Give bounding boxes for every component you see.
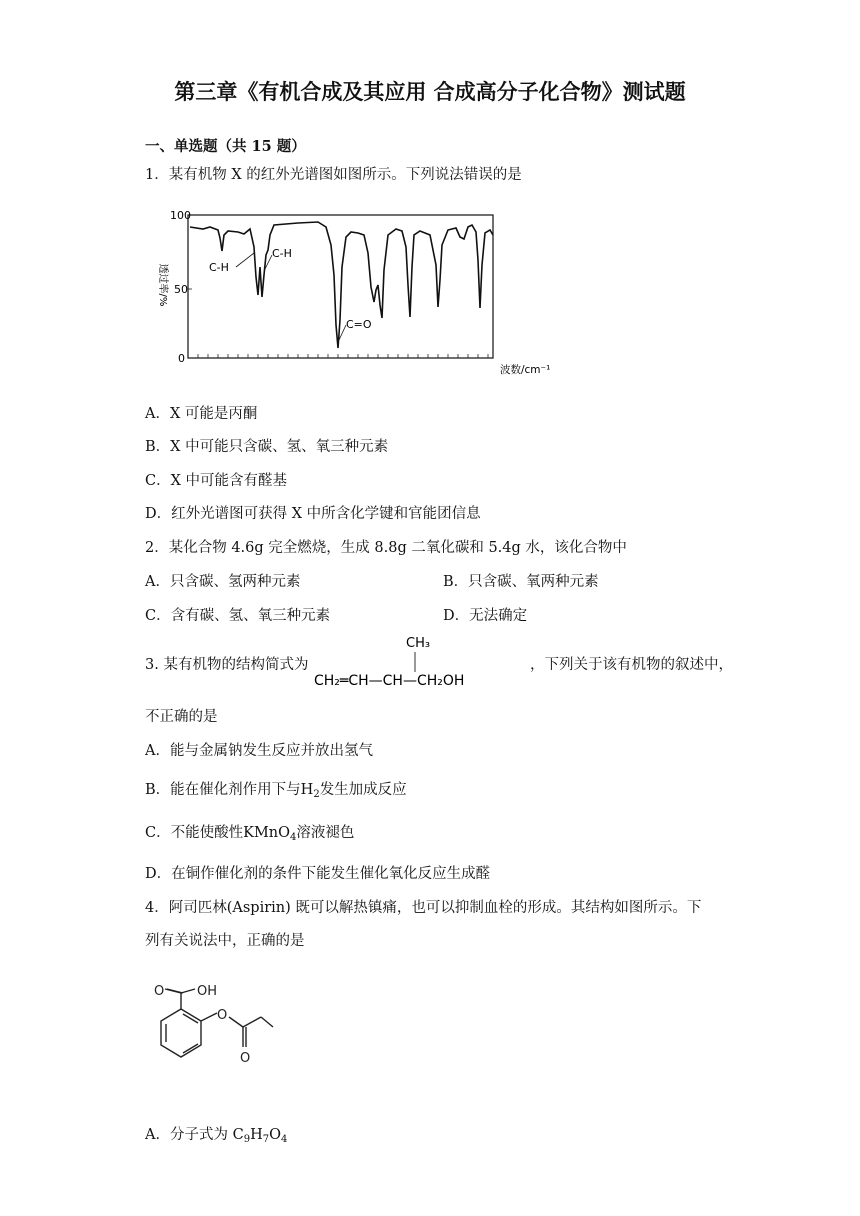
y-tick-100: 100 bbox=[170, 209, 191, 222]
q3-option-b-text: B．能在催化剂作用下与 bbox=[145, 782, 301, 798]
q2-option-d: D．无法确定 bbox=[443, 608, 528, 624]
section-heading: 一、单选题（共 15 题） bbox=[145, 138, 306, 155]
hydrogen-symbol: H bbox=[300, 782, 314, 798]
q3-option-b bbox=[145, 778, 407, 800]
page-title: 第三章《有机合成及其应用 合成高分子化合物》测试题 bbox=[174, 80, 686, 104]
y-tick-0: 0 bbox=[178, 352, 185, 365]
hydroxyl-label: OH bbox=[197, 984, 218, 999]
benzene-ring bbox=[161, 1009, 201, 1057]
question-3-stem-end: ，下列关于该有机物的叙述中， bbox=[530, 657, 733, 673]
q2-option-c: C．含有碳、氢、氧三种元素 bbox=[145, 608, 331, 624]
hydrogen-subscript: 7 bbox=[262, 1134, 270, 1145]
q4-option-a-text: A．分子式为 C bbox=[145, 1127, 244, 1143]
q2-option-b: B．只含碳、氧两种元素 bbox=[443, 574, 599, 590]
question-2-stem: 2．某化合物 4.6g 完全燃烧，生成 8.8g 二氧化碳和 5.4g 水，该化合物中 bbox=[145, 540, 627, 556]
q1-option-b: B．X 中可能只含碳、氢、氧三种元素 bbox=[145, 439, 389, 455]
q3-option-c bbox=[145, 821, 354, 843]
y-tick-50: 50 bbox=[174, 283, 188, 296]
q3-option-d: D．在铜作催化剂的条件下能发生催化氧化反应生成醛 bbox=[145, 866, 491, 882]
question-3-stem-continued: 不正确的是 bbox=[145, 709, 218, 725]
spectrum-trace bbox=[190, 222, 493, 348]
hydrogen-subscript: 2 bbox=[313, 789, 320, 800]
permanganate-formula: KMnO bbox=[243, 825, 291, 841]
acetyl-o-label: O bbox=[240, 1051, 251, 1066]
hydrogen-symbol: H bbox=[250, 1127, 263, 1143]
q3-option-c-text: C．不能使酸性 bbox=[145, 825, 244, 841]
q3-option-c-text-end: 溶液褪色 bbox=[296, 825, 355, 841]
q1-option-c: C．X 中可能含有醛基 bbox=[145, 473, 288, 489]
co-label: C=O bbox=[346, 318, 372, 331]
ester-o-label: O bbox=[217, 1008, 228, 1023]
permanganate-subscript: 4 bbox=[290, 832, 297, 843]
x-axis-label: 波数/cm⁻¹ bbox=[500, 364, 551, 376]
y-axis-label: 透过率/% bbox=[157, 263, 168, 307]
main-chain-label: CH₂═CH—CH—CH₂OH bbox=[314, 673, 465, 689]
q3-option-a: A．能与金属钠发生反应并放出氢气 bbox=[145, 743, 373, 759]
oxygen-symbol: O bbox=[269, 1127, 281, 1143]
q1-option-d: D．红外光谱图可获得 X 中所含化学键和官能团信息 bbox=[145, 506, 481, 522]
methyl-group-label: CH₃ bbox=[406, 636, 431, 651]
q1-option-a: A．X 可能是丙酮 bbox=[145, 406, 258, 422]
question-1-stem: 1．某有机物 X 的红外光谱图如图所示。下列说法错误的是 bbox=[145, 167, 522, 183]
ir-spectrum-figure bbox=[148, 205, 568, 385]
question-4-stem-continued: 列有关说法中，正确的是 bbox=[145, 933, 305, 949]
ester-bond bbox=[201, 1013, 217, 1021]
q3-structure-formula bbox=[312, 630, 522, 692]
q2-option-a: A．只含碳、氢两种元素 bbox=[145, 574, 301, 590]
ch-label-1: C-H bbox=[209, 261, 229, 274]
aspirin-structure bbox=[145, 975, 285, 1090]
oxygen-subscript: 4 bbox=[280, 1134, 288, 1145]
q3-option-b-text-end: 发生加成反应 bbox=[319, 782, 407, 798]
q4-option-a bbox=[145, 1123, 287, 1145]
carbon-subscript: 9 bbox=[243, 1134, 251, 1145]
carbonyl-o-label: O bbox=[154, 984, 165, 999]
question-4-stem: 4．阿司匹林(Aspirin) 既可以解热镇痛，也可以抑制血栓的形成。其结构如图所示。下 bbox=[145, 900, 702, 916]
question-3-stem: 3. 某有机物的结构简式为 bbox=[145, 657, 309, 673]
ch-label-2: C-H bbox=[272, 247, 292, 260]
ch-label-leader-1 bbox=[236, 253, 254, 267]
